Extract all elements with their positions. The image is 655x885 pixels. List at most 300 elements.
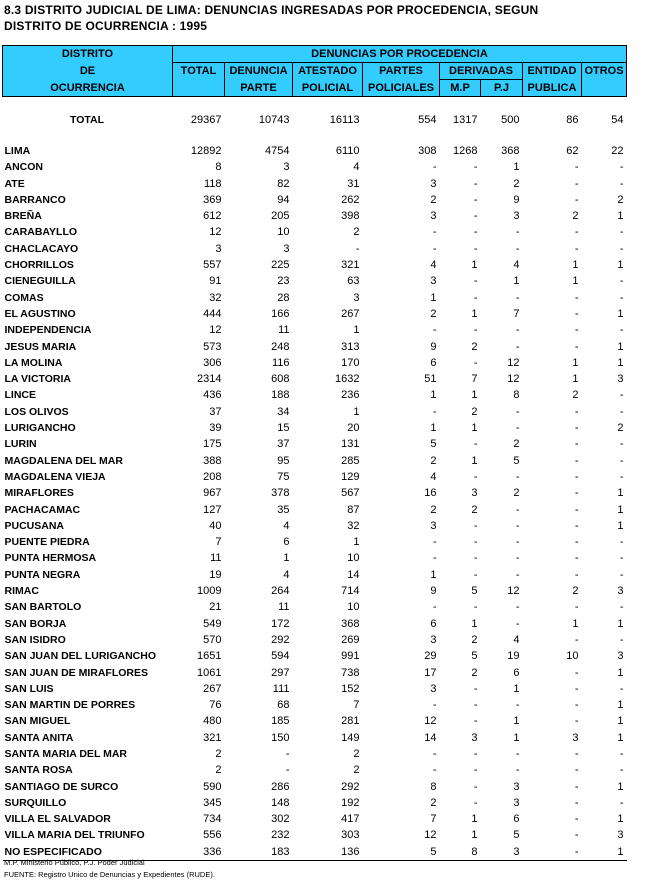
cell-atestado-policial: 131 [341, 438, 360, 451]
table-row [3, 795, 627, 811]
cell-derivadas-pj: - [515, 324, 520, 337]
cell-denuncia-parte: 75 [277, 470, 290, 483]
cell-denuncia-parte: 248 [271, 340, 290, 353]
cell-derivadas-mp: 3 [471, 731, 478, 744]
cell-derivadas-pj: 1 [513, 731, 520, 744]
table-row [3, 290, 627, 306]
cell-derivadas-mp: 7 [471, 373, 478, 386]
cell-denuncia-parte: 594 [271, 650, 290, 663]
cell-distrito: PUCUSANA [4, 519, 65, 532]
cell-otros: 1 [617, 519, 624, 532]
header-distrito-l3: OCURRENCIA [3, 80, 173, 97]
cell-partes-policiales: - [432, 324, 437, 337]
cell-otros: 1 [617, 731, 624, 744]
cell-denuncia-parte: - [285, 747, 290, 760]
cell-entidad-publica: - [574, 568, 579, 581]
cell-total: 2 [215, 747, 222, 760]
table-row [3, 599, 627, 615]
cell-partes-policiales: - [432, 601, 437, 614]
cell-entidad-publica: 1 [572, 356, 579, 369]
cell-denuncia-parte: 95 [277, 454, 290, 467]
cell-entidad-publica: 3 [572, 731, 579, 744]
cell-atestado-policial: 1632 [335, 373, 360, 386]
cell-entidad-publica: - [574, 177, 579, 190]
cell-partes-policiales: 14 [424, 731, 437, 744]
table-row [3, 371, 627, 387]
cell-partes-policiales: 3 [430, 177, 437, 190]
cell-atestado-policial: 738 [341, 666, 360, 679]
cell-atestado-policial: 368 [341, 617, 360, 630]
cell-atestado-policial: 10 [347, 601, 360, 614]
cell-partes-policiales: 9 [430, 340, 437, 353]
cell-derivadas-mp: 1 [471, 389, 478, 402]
cell-derivadas-mp: - [473, 324, 478, 337]
cell-denuncia-parte: 23 [277, 275, 290, 288]
cell-distrito: SAN LUIS [4, 682, 54, 695]
cell-otros: - [619, 161, 624, 174]
cell-entidad-publica: 2 [572, 389, 579, 402]
table-row [3, 632, 627, 648]
table-row [3, 469, 627, 485]
cell-partes-policiales: 5 [430, 438, 437, 451]
cell-distrito: LIMA [4, 145, 31, 157]
cell-distrito: SAN MARTIN DE PORRES [4, 699, 136, 712]
header-total: TOTAL [173, 63, 225, 80]
cell-total: 345 [203, 796, 222, 809]
cell-partes-policiales: 2 [430, 796, 437, 809]
cell-partes-policiales: - [432, 226, 437, 239]
cell-derivadas-pj: 1 [513, 275, 520, 288]
cell-total: 369 [203, 193, 222, 206]
cell-denuncia-parte: 11 [278, 601, 290, 614]
cell-denuncia-parte: 34 [277, 405, 290, 418]
cell-derivadas-mp: - [473, 601, 478, 614]
table-row [3, 827, 627, 843]
cell-entidad-publica: - [574, 682, 579, 695]
cell-distrito: SAN JUAN DE MIRAFLORES [4, 666, 149, 679]
cell-atestado-policial: 313 [341, 340, 360, 353]
header-denuncia-l1: DENUNCIA [225, 63, 293, 80]
cell-atestado-policial: 567 [341, 487, 360, 500]
table-row [3, 534, 627, 550]
cell-atestado-policial: 991 [341, 650, 360, 663]
cell-total: 32 [209, 291, 222, 304]
cell-partes-policiales: 12 [424, 829, 437, 842]
cell-partes-policiales: 308 [418, 145, 437, 157]
cell-atestado-policial: 149 [341, 731, 360, 744]
cell-entidad-publica: 1 [572, 259, 579, 272]
cell-denuncia-parte: 94 [277, 193, 290, 206]
cell-otros: - [619, 454, 624, 467]
cell-derivadas-mp: - [473, 161, 478, 174]
cell-distrito: BREÑA [4, 210, 42, 223]
cell-entidad-publica: - [574, 503, 579, 516]
cell-derivadas-mp: 2 [471, 405, 478, 418]
cell-distrito: LURIN [4, 438, 37, 451]
table-row [3, 387, 627, 403]
cell-denuncia-parte: 150 [271, 731, 290, 744]
cell-otros: 22 [611, 145, 624, 157]
header-total-blank [173, 80, 225, 97]
cell-otros: 1 [617, 617, 624, 630]
cell-denuncia-parte: 225 [271, 259, 290, 272]
cell-otros: - [619, 177, 624, 190]
cell-total: 39 [209, 422, 222, 435]
cell-entidad-publica: - [574, 470, 579, 483]
cell-derivadas-mp: - [473, 552, 478, 565]
denuncias-table [2, 45, 627, 861]
cell-partes-policiales: 3 [430, 682, 437, 695]
cell-otros: 1 [617, 307, 624, 320]
cell-atestado-policial: 10 [347, 552, 360, 565]
cell-derivadas-pj: 6 [513, 666, 520, 679]
header-atestado-l2: POLICIAL [293, 80, 363, 97]
cell-derivadas-mp: - [473, 536, 478, 549]
cell-derivadas-pj: 4 [513, 633, 520, 646]
table-body [3, 97, 627, 861]
cell-derivadas-pj: 7 [513, 307, 520, 320]
cell-total: 118 [203, 177, 222, 190]
cell-total: 388 [203, 454, 222, 467]
cell-denuncia-parte: 11 [278, 324, 290, 337]
header-distrito-l2: DE [3, 63, 173, 80]
cell-derivadas-mp: - [473, 291, 478, 304]
cell-total: 12892 [190, 145, 222, 157]
cell-derivadas-mp: 1 [471, 422, 478, 435]
table-row [3, 420, 627, 436]
table-row [3, 241, 627, 257]
cell-distrito: CHORRILLOS [4, 259, 74, 272]
cell-entidad-publica: - [574, 226, 579, 239]
cell-derivadas-mp: 1 [471, 813, 478, 826]
cell-atestado-policial: 3 [353, 291, 360, 304]
cell-distrito: VILLA MARIA DEL TRIUNFO [4, 829, 145, 842]
cell-distrito: SANTA ANITA [4, 731, 74, 744]
table-row [3, 192, 627, 208]
cell-total: 556 [203, 829, 222, 842]
cell-derivadas-mp: - [473, 715, 478, 728]
cell-denuncia-parte: 10 [277, 226, 290, 239]
cell-otros: - [619, 275, 624, 288]
cell-entidad-publica: - [574, 715, 579, 728]
cell-partes-policiales: 1 [430, 568, 437, 581]
cell-derivadas-pj: 1 [513, 161, 520, 174]
cell-atestado-policial: - [355, 242, 360, 255]
header-distrito-l1: DISTRITO [3, 46, 173, 63]
cell-atestado-policial: 4 [353, 161, 360, 174]
cell-total: 12 [209, 226, 222, 239]
header-partes-l2: POLICIALES [363, 80, 440, 97]
cell-partes-policiales: 554 [418, 113, 437, 126]
cell-distrito: LA VICTORIA [4, 373, 72, 386]
cell-derivadas-mp: - [473, 519, 478, 532]
table-row [3, 697, 627, 713]
cell-derivadas-mp: 1 [471, 454, 478, 467]
cell-distrito: LINCE [4, 389, 36, 402]
cell-derivadas-mp: 1 [471, 617, 478, 630]
table-row [3, 583, 627, 599]
table-row [3, 306, 627, 322]
cell-otros: - [619, 568, 624, 581]
cell-atestado-policial: 152 [341, 682, 360, 695]
spacer-row [3, 131, 627, 143]
cell-distrito: EL AGUSTINO [4, 307, 76, 320]
cell-total: 7 [215, 536, 222, 549]
table-row [3, 224, 627, 240]
cell-derivadas-mp: - [473, 438, 478, 451]
cell-derivadas-pj: 1 [513, 682, 520, 695]
cell-derivadas-pj: 12 [507, 373, 520, 386]
cell-otros: - [619, 682, 624, 695]
cell-derivadas-pj: 2 [513, 487, 520, 500]
table-row [3, 811, 627, 827]
cell-entidad-publica: - [574, 307, 579, 320]
cell-entidad-publica: - [574, 601, 579, 614]
cell-otros: - [619, 470, 624, 483]
cell-derivadas-pj: - [515, 291, 520, 304]
cell-entidad-publica: 1 [572, 275, 579, 288]
cell-distrito: ATE [4, 177, 25, 190]
cell-derivadas-pj: - [515, 699, 520, 712]
header-derivadas: DERIVADAS [440, 63, 523, 80]
cell-distrito: SANTA ROSA [4, 764, 73, 777]
cell-total: 321 [203, 731, 222, 744]
cell-derivadas-mp: 8 [440, 844, 481, 861]
cell-total: 590 [203, 780, 222, 793]
table-row [3, 730, 627, 746]
cell-otros: 1 [617, 259, 624, 272]
cell-distrito: SAN BORJA [4, 617, 67, 630]
cell-partes-policiales: - [432, 764, 437, 777]
table-row [3, 567, 627, 583]
cell-partes-policiales: - [432, 536, 437, 549]
cell-derivadas-pj: - [515, 519, 520, 532]
cell-total: 29367 [190, 113, 222, 126]
cell-distrito: SAN BARTOLO [4, 601, 82, 614]
cell-denuncia-parte: 185 [271, 715, 290, 728]
cell-entidad-publica: - [574, 813, 579, 826]
cell-denuncia-parte: 183 [225, 844, 293, 861]
table-row [3, 681, 627, 697]
cell-distrito: BARRANCO [4, 193, 66, 206]
cell-total: 8 [215, 161, 222, 174]
footnotes [4, 857, 215, 881]
cell-derivadas-pj: 12 [507, 585, 520, 598]
cell-partes-policiales: - [432, 552, 437, 565]
cell-derivadas-pj: - [515, 470, 520, 483]
cell-total: 336 [173, 844, 225, 861]
cell-otros: 2 [617, 422, 624, 435]
cell-entidad-publica: 1 [572, 373, 579, 386]
cell-atestado-policial: 262 [341, 193, 360, 206]
cell-atestado-policial: 14 [347, 568, 360, 581]
cell-atestado-policial: 2 [353, 764, 360, 777]
cell-partes-policiales: 2 [430, 454, 437, 467]
cell-derivadas-mp: - [473, 193, 478, 206]
cell-total: 37 [209, 405, 222, 418]
cell-entidad-publica: - [574, 242, 579, 255]
cell-denuncia-parte: 116 [271, 356, 290, 369]
table-row [3, 648, 627, 664]
footnote-abbreviations: M.P. Ministerio Público, P.J. Poder Judicial [4, 858, 145, 867]
cell-atestado-policial: 267 [341, 307, 360, 320]
cell-denuncia-parte: 292 [271, 633, 290, 646]
cell-derivadas-mp: 2 [471, 340, 478, 353]
header-otros: OTROS [582, 63, 627, 80]
cell-total: 612 [203, 210, 222, 223]
cell-partes-policiales: 3 [430, 275, 437, 288]
table-row [3, 762, 627, 778]
cell-atestado-policial: 398 [341, 210, 360, 223]
cell-otros: 54 [611, 113, 624, 126]
spacer-row [3, 97, 627, 110]
table-row [3, 339, 627, 355]
table-row [3, 159, 627, 175]
cell-atestado-policial: 1 [353, 324, 360, 337]
cell-otros: 1 [617, 715, 624, 728]
cell-otros: 1 [617, 780, 624, 793]
cell-otros: - [619, 405, 624, 418]
cell-atestado-policial: 303 [341, 829, 360, 842]
cell-atestado-policial: 7 [353, 699, 360, 712]
cell-denuncia-parte: 205 [271, 210, 290, 223]
cell-denuncia-parte: 297 [271, 666, 290, 679]
cell-atestado-policial: 417 [341, 813, 360, 826]
cell-derivadas-pj: 8 [513, 389, 520, 402]
cell-derivadas-pj: - [515, 568, 520, 581]
table-row [3, 779, 627, 795]
title-line-1: 8.3 DISTRITO JUDICIAL DE LIMA: DENUNCIAS INGRESADAS POR PROCEDENCIA, SEGUN [4, 3, 539, 17]
cell-total: 306 [203, 356, 222, 369]
cell-derivadas-pj: - [515, 747, 520, 760]
cell-partes-policiales: 8 [430, 780, 437, 793]
cell-entidad-publica: 10 [566, 650, 579, 663]
cell-entidad-publica: - [574, 324, 579, 337]
cell-otros: 1 [582, 844, 627, 861]
cell-atestado-policial: 87 [347, 503, 360, 516]
cell-distrito: JESUS MARIA [4, 340, 77, 353]
cell-distrito: MAGDALENA DEL MAR [4, 454, 123, 467]
cell-entidad-publica: - [574, 747, 579, 760]
cell-entidad-publica: - [574, 291, 579, 304]
cell-entidad-publica: - [574, 536, 579, 549]
cell-total: 436 [203, 389, 222, 402]
cell-derivadas-pj: 3 [513, 796, 520, 809]
cell-otros: 2 [617, 193, 624, 206]
cell-denuncia-parte: 10743 [258, 113, 290, 126]
cell-derivadas-pj: 5 [513, 829, 520, 842]
cell-partes-policiales: 7 [430, 813, 437, 826]
cell-total: 444 [203, 307, 222, 320]
cell-atestado-policial: 16113 [329, 113, 360, 126]
cell-otros: - [619, 601, 624, 614]
cell-entidad-publica: 1 [572, 617, 579, 630]
cell-otros: - [619, 747, 624, 760]
cell-entidad-publica: - [574, 422, 579, 435]
cell-derivadas-pj: - [515, 422, 520, 435]
cell-atestado-policial: 1 [353, 536, 360, 549]
cell-derivadas-mp: 1268 [453, 145, 478, 157]
header-entidad-l1: ENTIDAD [523, 63, 582, 80]
table-row [3, 485, 627, 501]
cell-atestado-policial: 20 [347, 422, 360, 435]
cell-derivadas-mp: - [473, 242, 478, 255]
cell-derivadas-mp: - [473, 682, 478, 695]
report-title [4, 2, 538, 34]
cell-entidad-publica: - [574, 438, 579, 451]
cell-total: 175 [203, 438, 222, 451]
header-atestado-l1: ATESTADO [293, 63, 363, 80]
table-row [3, 550, 627, 566]
header-pj: P.J [481, 80, 523, 97]
cell-distrito: SANTA MARIA DEL MAR [4, 747, 127, 760]
cell-entidad-publica: 2 [572, 585, 579, 598]
footnote-source: FUENTE: Registro Unico de Denuncias y Expedientes (RUDE). [4, 870, 215, 879]
cell-total: 1009 [197, 585, 222, 598]
cell-distrito: COMAS [4, 291, 44, 304]
cell-derivadas-mp: - [473, 699, 478, 712]
cell-partes-policiales: 6 [430, 617, 437, 630]
cell-derivadas-pj: 3 [481, 844, 523, 861]
cell-derivadas-mp: - [473, 796, 478, 809]
cell-derivadas-pj: - [515, 242, 520, 255]
cell-denuncia-parte: 68 [277, 699, 290, 712]
cell-otros: - [619, 633, 624, 646]
cell-entidad-publica: - [574, 552, 579, 565]
table-row [3, 322, 627, 338]
cell-partes-policiales: - [432, 405, 437, 418]
cell-derivadas-mp: - [473, 356, 478, 369]
cell-partes-policiales: 12 [424, 715, 437, 728]
cell-atestado-policial: 2 [353, 226, 360, 239]
cell-distrito: LOS OLIVOS [4, 405, 69, 418]
cell-denuncia-parte: 264 [271, 585, 290, 598]
cell-derivadas-pj: 9 [513, 193, 520, 206]
cell-derivadas-pj: 6 [513, 813, 520, 826]
cell-distrito: PUENTE PIEDRA [4, 536, 90, 549]
cell-atestado-policial: 285 [341, 454, 360, 467]
cell-partes-policiales: - [432, 699, 437, 712]
cell-derivadas-pj: 368 [501, 145, 520, 157]
cell-partes-policiales: 1 [430, 389, 437, 402]
cell-otros: - [619, 438, 624, 451]
cell-atestado-policial: 63 [347, 275, 360, 288]
cell-otros: 1 [617, 210, 624, 223]
cell-derivadas-pj: - [515, 503, 520, 516]
cell-denuncia-parte: 4754 [265, 145, 290, 157]
cell-distrito: SAN ISIDRO [4, 633, 66, 646]
cell-derivadas-mp: 5 [471, 650, 478, 663]
cell-otros: - [619, 764, 624, 777]
cell-total: 480 [203, 715, 222, 728]
cell-atestado-policial: 321 [341, 259, 360, 272]
cell-atestado-policial: 269 [341, 633, 360, 646]
cell-derivadas-mp: 2 [471, 503, 478, 516]
cell-atestado-policial: 714 [341, 585, 360, 598]
cell-denuncia-parte: 15 [277, 422, 290, 435]
cell-derivadas-pj: 3 [513, 210, 520, 223]
cell-derivadas-mp: 1 [471, 829, 478, 842]
cell-distrito: MIRAFLORES [4, 487, 74, 500]
cell-derivadas-mp: 5 [471, 585, 478, 598]
cell-entidad-publica: - [523, 844, 582, 861]
cell-derivadas-pj: 4 [513, 259, 520, 272]
cell-derivadas-pj: 5 [513, 454, 520, 467]
cell-atestado-policial: 1 [353, 405, 360, 418]
cell-partes-policiales: 5 [363, 844, 440, 861]
cell-denuncia-parte: 4 [283, 519, 290, 532]
cell-derivadas-mp: - [473, 177, 478, 190]
